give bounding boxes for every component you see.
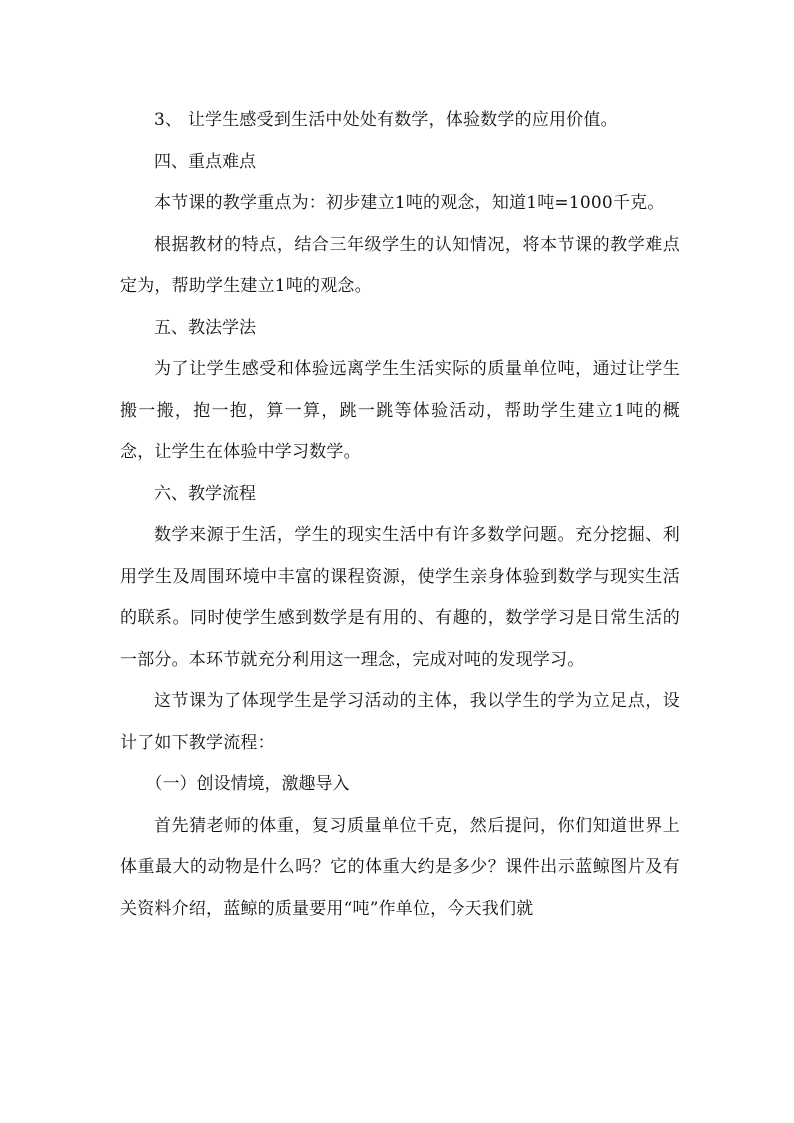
paragraph-process-intro: 数学来源于生活，学生的现实生活中有许多数学问题。充分挖掘、利用学生及周围环境中丰富的课程资源，使学生亲身体验到数学与现实生活的联系。同时使学生感到数学是有用的、有趣的，数学学习是日常生活的一部分。本环节就充分利用这一理念，完成对吨的发现学习。 bbox=[120, 525, 680, 670]
subsection-heading-introduction: （一）创设情境，激趣导入 bbox=[145, 774, 350, 794]
paragraph-process-design: 这节课为了体现学生是学习活动的主体，我以学生的学为立足点，设计了如下教学流程： bbox=[120, 691, 680, 753]
section-heading-process: 六、教学流程 bbox=[154, 483, 256, 504]
paragraph-key-point: 本节课的教学重点为：初步建立1吨的观念，知道1吨=1000千克。 bbox=[154, 193, 665, 213]
paragraph-goal-3: 3、 让学生感受到生活中处处有数学，体验数学的应用价值。 bbox=[154, 110, 618, 130]
paragraph-difficulty: 根据教材的特点，结合三年级学生的认知情况，将本节课的教学难点定为，帮助学生建立1吨的观念。 bbox=[120, 234, 680, 296]
document-body bbox=[120, 100, 680, 930]
section-heading-methods: 五、教法学法 bbox=[154, 317, 256, 338]
section-heading-key-points: 四、重点难点 bbox=[154, 151, 256, 172]
paragraph-methods: 为了让学生感受和体验远离学生生活实际的质量单位吨，通过让学生搬一搬，抱一抱，算一算，跳一跳等体验活动，帮助学生建立1吨的概念，让学生在体验中学习数学。 bbox=[120, 359, 680, 462]
paragraph-introduction: 首先猜老师的体重，复习质量单位千克，然后提问，你们知道世界上体重最大的动物是什么吗？它的体重大约是多少？课件出示蓝鲸图片及有关资料介绍，蓝鲸的质量要用“吨”作单位，今天我们就 bbox=[120, 815, 680, 919]
